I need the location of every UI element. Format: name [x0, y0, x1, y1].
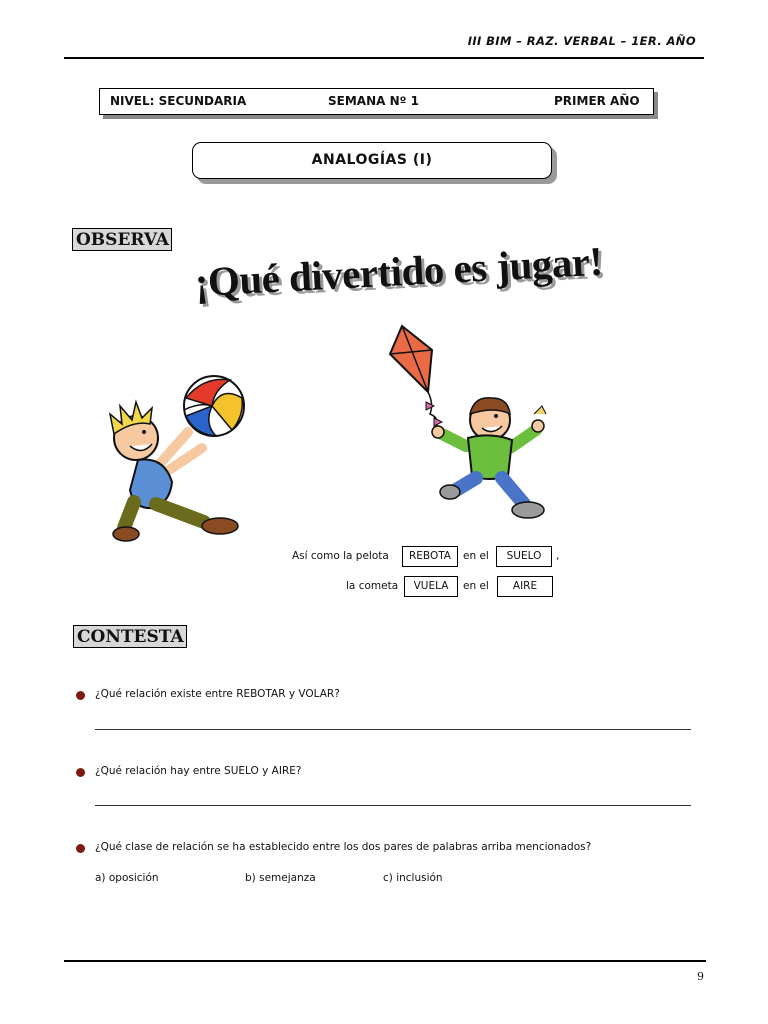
observa-label: OBSERVA [72, 228, 172, 251]
question-bullet-2 [76, 768, 85, 777]
question-2: ¿Qué relación hay entre SUELO y AIRE? [95, 765, 302, 777]
page-title: ANALOGÍAS (I) [192, 142, 552, 179]
headline: ¡Qué divertido es jugar! [193, 237, 604, 306]
answer-line-2[interactable] [95, 805, 691, 806]
footer-divider [64, 960, 706, 962]
analogy-line2-prefix: la cometa [346, 580, 399, 592]
level-bar [99, 88, 654, 115]
contesta-label: CONTESTA [73, 625, 187, 648]
word-box-vuela: VUELA [404, 576, 458, 597]
level-label: NIVEL: SECUNDARIA [110, 94, 247, 108]
kite-icon [390, 326, 442, 428]
option-b[interactable]: b) semejanza [245, 872, 316, 884]
question-bullet-3 [76, 844, 85, 853]
analogy-connector-1: en el [463, 550, 489, 562]
question-1: ¿Qué relación existe entre REBOTAR y VOLAR? [95, 688, 340, 700]
option-a[interactable]: a) oposición [95, 872, 159, 884]
question-3: ¿Qué clase de relación se ha establecido entre los dos pares de palabras arriba mencionados? [95, 841, 592, 853]
answer-line-1[interactable] [95, 729, 691, 730]
question-bullet-1 [76, 691, 85, 700]
word-box-aire: AIRE [497, 576, 553, 597]
header-divider [64, 57, 704, 59]
beach-ball-icon [184, 376, 244, 436]
boy-with-ball-illustration [104, 372, 254, 550]
word-box-suelo: SUELO [496, 546, 552, 567]
word-box-rebota: REBOTA [402, 546, 458, 567]
analogy-connector-2: en el [463, 580, 489, 592]
week-label: SEMANA Nº 1 [328, 94, 419, 108]
course-header: III BIM – RAZ. VERBAL – 1ER. AÑO [467, 34, 696, 48]
page-number: 9 [697, 970, 704, 983]
grade-label: PRIMER AÑO [554, 94, 640, 108]
boy-with-kite-illustration [384, 318, 554, 526]
analogy-line1-prefix: Así como la pelota [292, 550, 389, 562]
analogy-line1-end: , [556, 550, 560, 562]
option-c[interactable]: c) inclusión [383, 872, 443, 884]
